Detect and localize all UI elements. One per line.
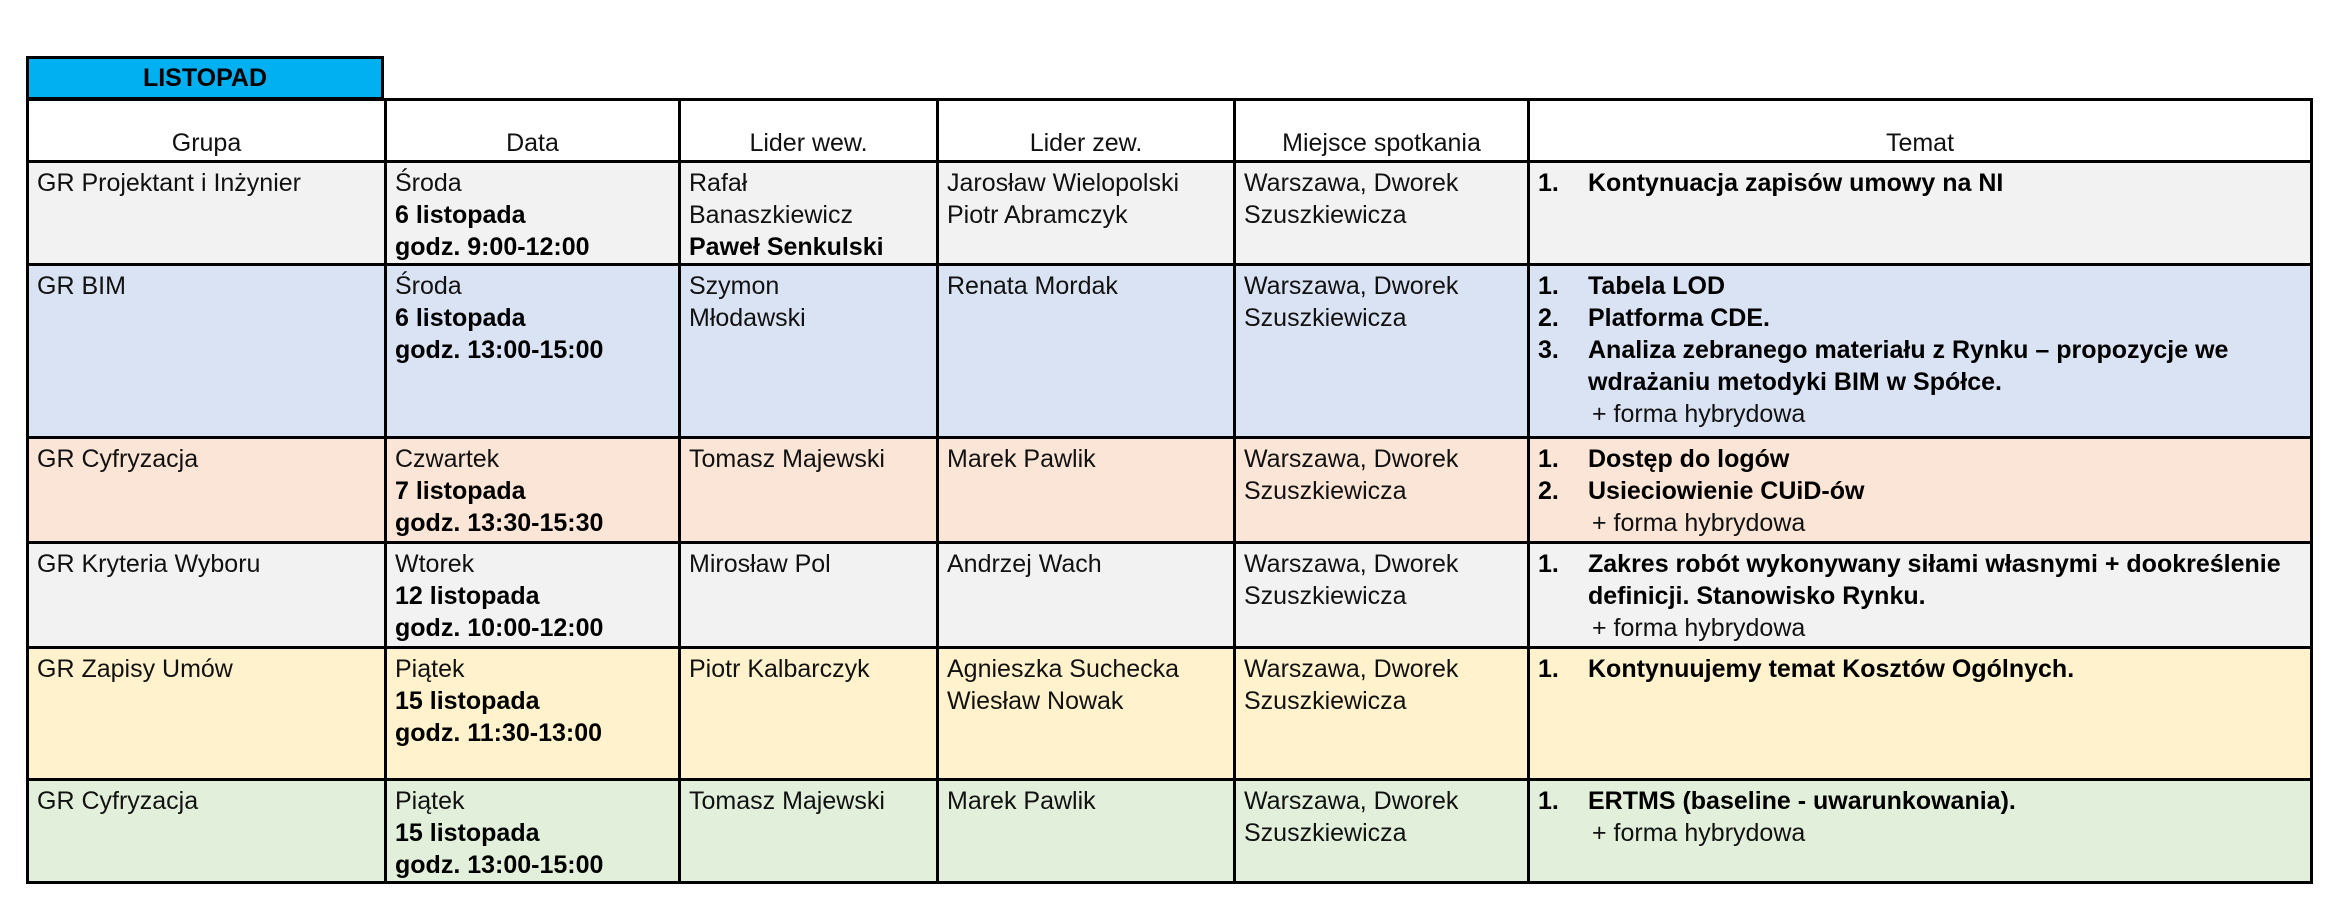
hybrid-note: + forma hybrydowa (1592, 614, 1806, 642)
topic-item (1538, 270, 2302, 302)
topic-cell (1529, 438, 2312, 543)
topic-list (1538, 653, 2302, 685)
lead-external-line: Renata Mordak (947, 272, 1118, 300)
meeting-schedule-table (26, 98, 2313, 884)
header-lead-internal: Lider wew. (680, 100, 938, 162)
topic-number: 1. (1538, 787, 1559, 815)
topic-cell (1529, 265, 2312, 438)
topic-item (1538, 548, 2302, 612)
date-cell (386, 162, 680, 265)
header-lead-external: Lider zew. (938, 100, 1235, 162)
place-cell (1235, 780, 1529, 883)
topic-list (1538, 785, 2302, 817)
table-row (28, 780, 2312, 883)
time-text: godz. 11:30-13:00 (395, 719, 603, 747)
topic-number: 1. (1538, 272, 1559, 300)
topic-number: 1. (1538, 655, 1559, 683)
place-cell (1235, 438, 1529, 543)
table-header-row (28, 100, 2312, 162)
group-cell: GR Kryteria Wyboru (28, 543, 386, 648)
topic-text: Kontynuacja zapisów umowy na NI (1588, 169, 2004, 197)
date-cell (386, 780, 680, 883)
lead-internal-cell (680, 648, 938, 780)
topic-text: Dostęp do logów (1588, 445, 1790, 473)
place-line: Warszawa, Dworek (1244, 445, 1459, 473)
group-cell: GR BIM (28, 265, 386, 438)
time-text: godz. 13:00-15:00 (395, 851, 604, 879)
day-text: Piątek (395, 655, 465, 683)
date-cell (386, 265, 680, 438)
topic-text: ERTMS (baseline - uwarunkowania). (1588, 787, 2016, 815)
lead-internal-cell (680, 265, 938, 438)
place-line: Warszawa, Dworek (1244, 272, 1459, 300)
topic-number: 3. (1538, 336, 1559, 364)
group-cell: GR Cyfryzacja (28, 780, 386, 883)
date-text: 12 listopada (395, 582, 540, 610)
date-cell (386, 648, 680, 780)
time-text: godz. 10:00-12:00 (395, 614, 604, 642)
place-line: Warszawa, Dworek (1244, 787, 1459, 815)
day-text: Środa (395, 169, 462, 197)
topic-item (1538, 302, 2302, 334)
group-cell: GR Cyfryzacja (28, 438, 386, 543)
date-text: 6 listopada (395, 304, 526, 332)
place-cell (1235, 162, 1529, 265)
day-text: Środa (395, 272, 462, 300)
topic-cell (1529, 780, 2312, 883)
topic-item (1538, 785, 2302, 817)
date-cell (386, 543, 680, 648)
lead-external-line: Piotr Abramczyk (947, 201, 1128, 229)
place-line: Warszawa, Dworek (1244, 550, 1459, 578)
lead-external-cell (938, 265, 1235, 438)
date-text: 6 listopada (395, 201, 526, 229)
topic-cell (1529, 162, 2312, 265)
topic-item (1538, 167, 2302, 199)
header-place: Miejsce spotkania (1235, 100, 1529, 162)
topic-list (1538, 270, 2302, 398)
place-line: Warszawa, Dworek (1244, 169, 1459, 197)
topic-text: Usieciowienie CUiD-ów (1588, 477, 1865, 505)
lead-external-line: Agnieszka Suchecka (947, 655, 1180, 683)
place-line: Szuszkiewicza (1244, 201, 1407, 229)
topic-cell (1529, 543, 2312, 648)
place-line: Szuszkiewicza (1244, 582, 1407, 610)
topic-item (1538, 334, 2302, 398)
topic-text: Platforma CDE. (1588, 304, 1770, 332)
topic-text: Zakres robót wykonywany siłami własnymi + dookreślenie definicji. Stanowisko Rynku. (1588, 550, 2281, 610)
topic-number: 2. (1538, 304, 1559, 332)
topic-cell (1529, 648, 2312, 780)
table-row (28, 543, 2312, 648)
topic-text: Analiza zebranego materiału z Rynku – propozycje we wdrażaniu metodyki BIM w Spółce. (1588, 336, 2229, 396)
group-cell: GR Zapisy Umów (28, 648, 386, 780)
lead-internal-cell (680, 543, 938, 648)
date-text: 15 listopada (395, 687, 540, 715)
topic-number: 1. (1538, 169, 1559, 197)
hybrid-note: + forma hybrydowa (1592, 400, 1806, 428)
date-text: 7 listopada (395, 477, 526, 505)
place-line: Warszawa, Dworek (1244, 655, 1459, 683)
topic-list (1538, 443, 2302, 507)
header-date: Data (386, 100, 680, 162)
header-topic: Temat (1529, 100, 2312, 162)
hybrid-note: + forma hybrydowa (1592, 509, 1806, 537)
lead-internal-line: Szymon (689, 272, 780, 300)
table-row (28, 648, 2312, 780)
lead-internal-line: Tomasz Majewski (689, 787, 885, 815)
lead-external-cell (938, 438, 1235, 543)
lead-internal-cell (680, 162, 938, 265)
lead-internal-cell (680, 438, 938, 543)
date-text: 15 listopada (395, 819, 540, 847)
day-text: Wtorek (395, 550, 475, 578)
lead-internal-line: Mirosław Pol (689, 550, 831, 578)
topic-item (1538, 443, 2302, 475)
topic-number: 1. (1538, 445, 1559, 473)
lead-external-cell (938, 648, 1235, 780)
place-line: Szuszkiewicza (1244, 687, 1407, 715)
time-text: godz. 13:30-15:30 (395, 509, 604, 537)
lead-internal-cell (680, 780, 938, 883)
lead-external-line: Wiesław Nowak (947, 687, 1124, 715)
place-line: Szuszkiewicza (1244, 819, 1407, 847)
topic-list (1538, 548, 2302, 612)
place-cell (1235, 265, 1529, 438)
time-text: godz. 9:00-12:00 (395, 233, 590, 261)
lead-external-cell (938, 780, 1235, 883)
lead-internal-line: Banaszkiewicz (689, 201, 853, 229)
time-text: godz. 13:00-15:00 (395, 336, 604, 364)
hybrid-note: + forma hybrydowa (1592, 819, 1806, 847)
lead-internal-line: Tomasz Majewski (689, 445, 885, 473)
table-row (28, 438, 2312, 543)
topic-number: 1. (1538, 550, 1559, 578)
table-row (28, 265, 2312, 438)
topic-list (1538, 167, 2302, 199)
topic-text: Tabela LOD (1588, 272, 1726, 300)
lead-internal-line: Rafał (689, 169, 748, 197)
place-cell (1235, 648, 1529, 780)
lead-external-cell (938, 162, 1235, 265)
day-text: Czwartek (395, 445, 500, 473)
lead-external-line: Jarosław Wielopolski (947, 169, 1180, 197)
topic-item (1538, 475, 2302, 507)
lead-external-line: Marek Pawlik (947, 445, 1096, 473)
place-cell (1235, 543, 1529, 648)
lead-external-line: Marek Pawlik (947, 787, 1096, 815)
date-cell (386, 438, 680, 543)
group-cell: GR Projektant i Inżynier (28, 162, 386, 265)
topic-number: 2. (1538, 477, 1559, 505)
day-text: Piątek (395, 787, 465, 815)
month-title: LISTOPAD (26, 56, 384, 100)
table-row (28, 162, 2312, 265)
topic-item (1538, 653, 2302, 685)
place-line: Szuszkiewicza (1244, 304, 1407, 332)
header-group: Grupa (28, 100, 386, 162)
lead-internal-line: Piotr Kalbarczyk (689, 655, 870, 683)
lead-external-cell (938, 543, 1235, 648)
lead-external-line: Andrzej Wach (947, 550, 1102, 578)
place-line: Szuszkiewicza (1244, 477, 1407, 505)
topic-text: Kontynuujemy temat Kosztów Ogólnych. (1588, 655, 2075, 683)
lead-internal-line: Paweł Senkulski (689, 233, 884, 261)
lead-internal-line: Młodawski (689, 304, 806, 332)
